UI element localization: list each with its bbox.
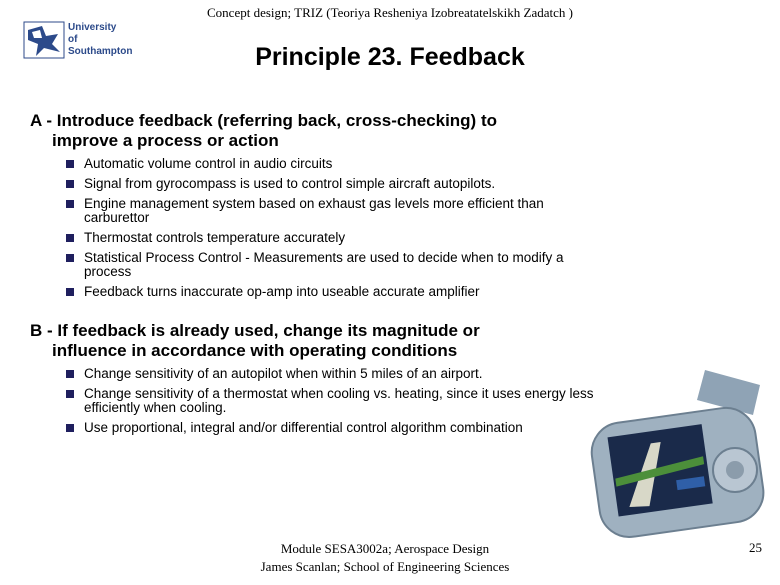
bullet-square-icon <box>66 180 74 188</box>
section-a-heading <box>30 111 497 151</box>
list-item: Change sensitivity of an autopilot when within 5 miles of an airport. <box>64 367 604 381</box>
section-b-heading-line2: influence in accordance with operating conditions <box>52 341 458 360</box>
section-b-bullet-list <box>64 367 604 441</box>
slide-header: Concept design; TRIZ (Teoriya Resheniya Izobreatatelskikh Zadatch ) <box>207 5 573 20</box>
footer-line-1: Module SESA3002a; Aerospace Design <box>280 541 490 556</box>
list-item: Automatic volume control in audio circuits <box>64 157 604 171</box>
bullet-square-icon <box>66 288 74 296</box>
section-a-heading-line2: improve a process or action <box>52 131 279 150</box>
logo-line-1: University <box>68 22 117 33</box>
list-item: Feedback turns inaccurate op-amp into useable accurate amplifier <box>64 285 604 299</box>
bullet-square-icon <box>66 424 74 432</box>
list-item: Signal from gyrocompass is used to control simple aircraft autopilots. <box>64 177 604 191</box>
section-a-bullet-list <box>64 157 604 305</box>
list-item: Thermostat controls temperature accurately <box>64 231 604 245</box>
list-item: Engine management system based on exhaust gas levels more efficient than carburettor <box>64 197 604 225</box>
slide-footer <box>200 540 570 576</box>
gps-device-image <box>585 360 775 550</box>
bullet-square-icon <box>66 370 74 378</box>
list-item: Change sensitivity of a thermostat when cooling vs. heating, since it uses energy less efficiently when cooling. <box>64 387 604 415</box>
page-number: 25 <box>749 540 762 555</box>
slide-title: Principle 23. Feedback <box>255 43 525 71</box>
section-a-heading-line1: A - Introduce feedback (referring back, cross-checking) to <box>30 111 497 130</box>
list-item: Use proportional, integral and/or differential control algorithm combination <box>64 421 604 435</box>
bullet-square-icon <box>66 200 74 208</box>
footer-line-2: James Scanlan; School of Engineering Sciences <box>260 559 510 574</box>
section-b-heading-line1: B - If feedback is already used, change its magnitude or <box>30 321 480 340</box>
section-b-heading <box>30 321 480 361</box>
bullet-square-icon <box>66 160 74 168</box>
bullet-square-icon <box>66 254 74 262</box>
bullet-square-icon <box>66 390 74 398</box>
bullet-square-icon <box>66 234 74 242</box>
list-item: Statistical Process Control - Measurements are used to decide when to modify a process <box>64 251 604 279</box>
logo-line-2: of Southampton <box>68 34 133 57</box>
